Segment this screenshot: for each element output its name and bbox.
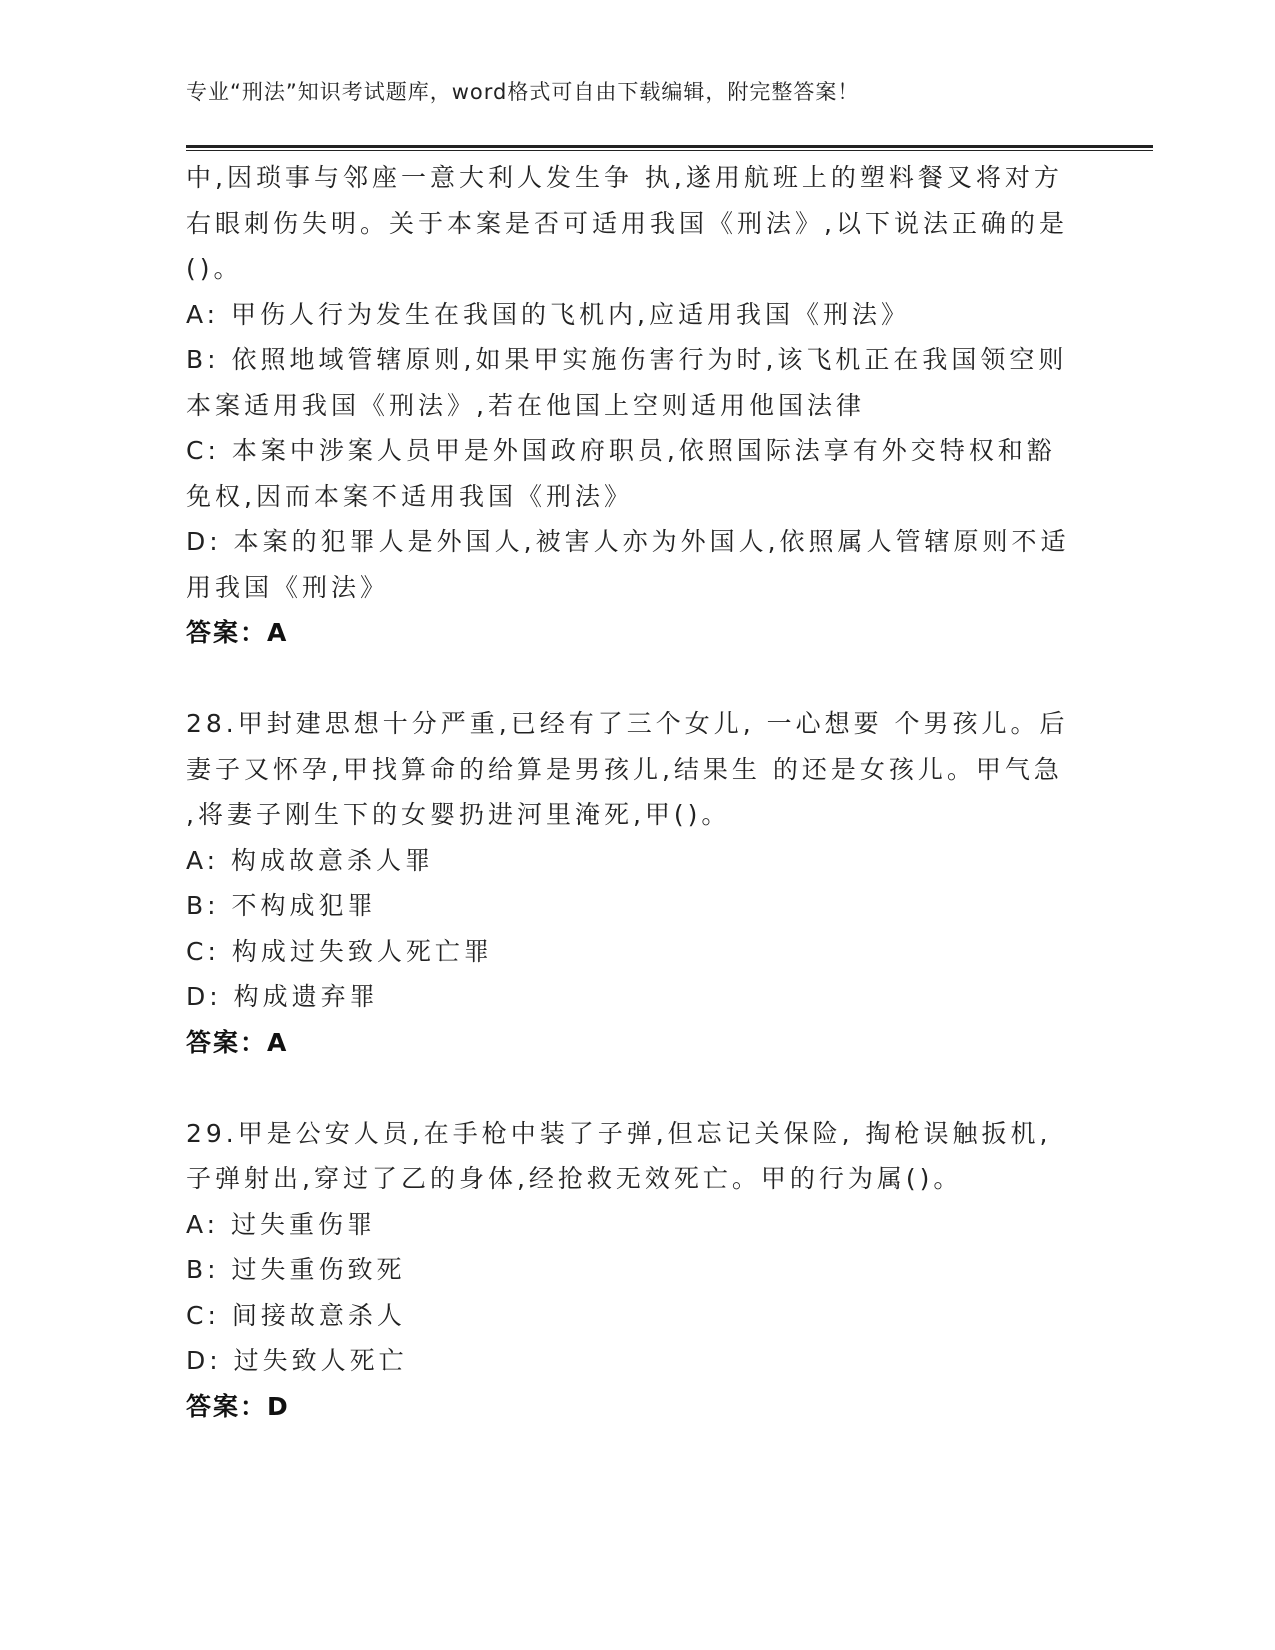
option-c-continued: 免权,因而本案不适用我国《刑法》 bbox=[186, 481, 633, 511]
option-d: D: 本案的犯罪人是外国人,被害人亦为外国人,依照属人管辖原则不适 bbox=[186, 527, 1070, 556]
question-stem-line: 右眼刺伤失明。关于本案是否可适用我国《刑法》,以下说法正确的是 bbox=[186, 208, 1068, 238]
question-stem-line: 中,因琐事与邻座一意大利人发生争 执,遂用航班上的塑料餐叉将对方 bbox=[186, 163, 1063, 192]
question-stem-line: 子弹射出,穿过了乙的身体,经抢救无效死亡。甲的行为属()。 bbox=[186, 1164, 963, 1193]
option-c: C: 本案中涉案人员甲是外国政府职员,依照国际法享有外交特权和豁 bbox=[186, 436, 1056, 465]
option-c: C: 间接故意杀人 bbox=[186, 1300, 406, 1330]
option-a: A: 构成故意杀人罪 bbox=[186, 845, 435, 875]
option-d: D: 过失致人死亡 bbox=[186, 1346, 408, 1375]
option-b: B: 不构成犯罪 bbox=[186, 891, 377, 920]
question-stem-line: 29.甲是公安人员,在手枪中装了子弹,但忘记关保险, 掏枪误触扳机, bbox=[186, 1118, 1052, 1148]
question-stem-line: 28.甲封建思想十分严重,已经有了三个女儿, 一心想要 个男孩儿。后 bbox=[186, 709, 1069, 738]
header-rule-thick bbox=[186, 145, 1153, 148]
spacer bbox=[186, 1065, 1086, 1111]
option-b: B: 依照地域管辖原则,如果甲实施伤害行为时,该飞机正在我国领空则 bbox=[186, 345, 1068, 374]
option-c: C: 构成过失致人死亡罪 bbox=[186, 936, 493, 966]
header-rule-thin bbox=[186, 150, 1153, 151]
question-28 bbox=[186, 701, 1086, 1065]
option-b: B: 过失重伤致死 bbox=[186, 1255, 406, 1284]
question-stem-line: ()。 bbox=[186, 254, 243, 283]
option-a: A: 过失重伤罪 bbox=[186, 1209, 377, 1239]
question-29 bbox=[186, 1111, 1086, 1430]
question-stem-line: ,将妻子刚生下的女婴扔进河里淹死,甲()。 bbox=[186, 800, 731, 829]
answer-label: 答案：D bbox=[186, 1391, 290, 1421]
answer-label: 答案：A bbox=[186, 1027, 289, 1057]
question-27 bbox=[186, 155, 1086, 656]
option-b-continued: 本案适用我国《刑法》,若在他国上空则适用他国法律 bbox=[186, 390, 865, 420]
answer-label: 答案：A bbox=[186, 618, 289, 647]
option-d: D: 构成遗弃罪 bbox=[186, 982, 379, 1011]
document-body bbox=[186, 155, 1086, 1429]
question-stem-line: 妻子又怀孕,甲找算命的给算是男孩儿,结果生 的还是女孩儿。甲气急 bbox=[186, 754, 1063, 784]
option-d-continued: 用我国《刑法》 bbox=[186, 572, 390, 602]
spacer bbox=[186, 656, 1086, 702]
option-a: A: 甲伤人行为发生在我国的飞机内,应适用我国《刑法》 bbox=[186, 299, 910, 329]
page-header: 专业“刑法”知识考试题库，word格式可自由下载编辑，附完整答案！ bbox=[186, 80, 860, 104]
